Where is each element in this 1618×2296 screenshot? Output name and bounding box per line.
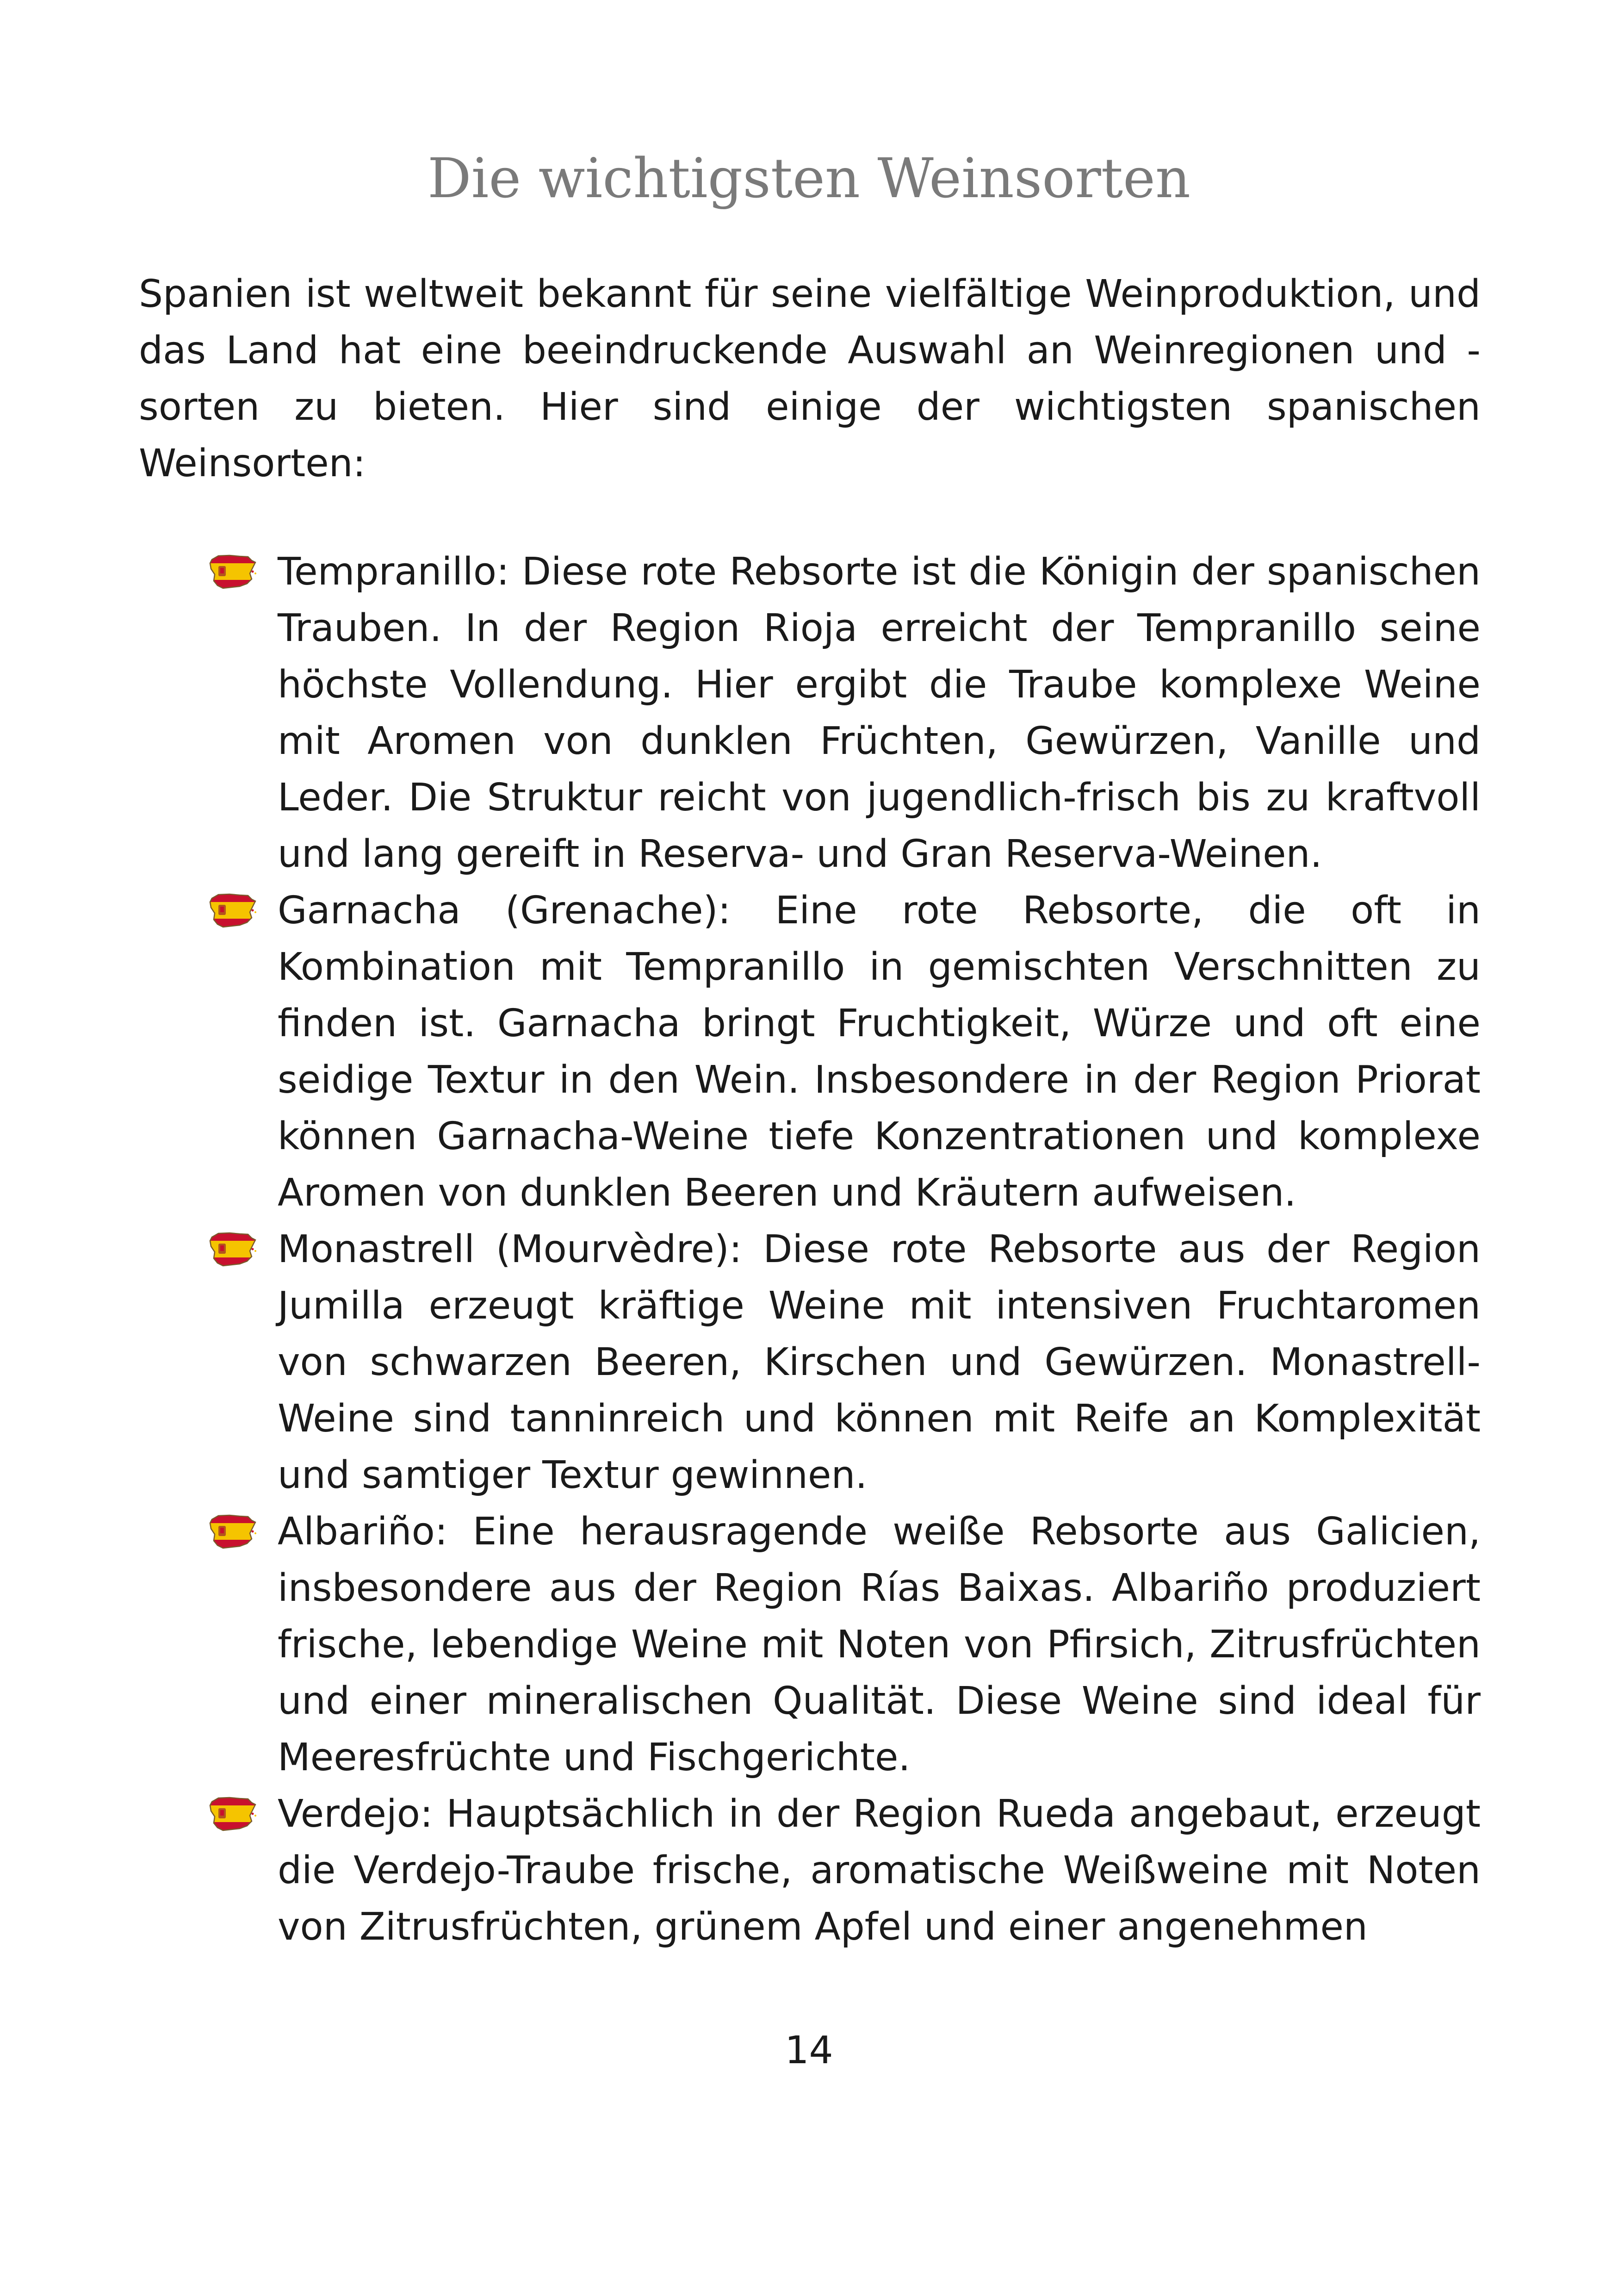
list-item-text: Verdejo: Hauptsächlich in der Region Rueda angebaut, erzeugt die Verdejo-Traube frische, aromatische Weißweine mit Noten von Zitrusfrüchten, grünem Apfel und einer angenehmen bbox=[278, 1792, 1481, 1949]
spain-flag-map-icon bbox=[207, 892, 259, 930]
spain-flag-map-icon bbox=[207, 553, 259, 591]
page-number: 14 bbox=[785, 2028, 833, 2072]
list-item-text: Monastrell (Mourvèdre): Diese rote Rebsorte aus der Region Jumilla erzeugt kräftige Weine mit intensiven Fruchtaromen von schwarzen Beeren, Kirschen und Gewürzen. Monastrell-Weine sind tanninreich und können mit Reife an Komplexität und samtiger Textur gewinnen. bbox=[278, 1227, 1481, 1497]
list-item-text: Tempranillo: Diese rote Rebsorte ist die Königin der spanischen Trauben. In der Region Rioja erreicht der Tempranillo seine höchste Vollendung. Hier ergibt die Traube komplexe Weine mit Aromen von dunklen Früchten, Gewürzen, Vanille und Leder. Die Struktur reicht von jugendlich-frisch bis zu kraftvoll und lang gereift in Reserva- und Gran Reserva-Weinen. bbox=[278, 550, 1481, 876]
list-item bbox=[139, 544, 1481, 883]
grape-variety-list bbox=[139, 544, 1481, 1955]
intro-paragraph: Spanien ist weltweit bekannt für seine vielfältige Weinproduktion, und das Land hat eine beeindruckende Auswahl an Weinregionen und -sorten zu bieten. Hier sind einige der wichtigsten spanischen Weinsorten: bbox=[139, 272, 1481, 485]
page-title: Die wichtigsten Weinsorten bbox=[427, 146, 1190, 210]
list-item bbox=[139, 883, 1481, 1221]
list-item-text: Garnacha (Grenache): Eine rote Rebsorte, die oft in Kombination mit Tempranillo in gemischten Verschnitten zu finden ist. Garnacha bringt Fruchtigkeit, Würze und oft eine seidige Textur in den Wein. Insbesondere in der Region Priorat können Garnacha-Weine tiefe Konzentrationen und komplexe Aromen von dunklen Beeren und Kräutern aufweisen. bbox=[278, 889, 1481, 1215]
list-item bbox=[139, 1504, 1481, 1786]
spain-flag-map-icon bbox=[207, 1795, 259, 1833]
list-item bbox=[139, 1786, 1481, 1955]
list-item-text: Albariño: Eine herausragende weiße Rebsorte aus Galicien, insbesondere aus der Region Rías Baixas. Albariño produziert frische, lebendige Weine mit Noten von Pfirsich, Zitrusfrüchten und einer mineralischen Qualität. Diese Weine sind ideal für Meeresfrüchte und Fischgerichte. bbox=[278, 1510, 1481, 1780]
spain-flag-map-icon bbox=[207, 1231, 259, 1269]
list-item bbox=[139, 1221, 1481, 1504]
spain-flag-map-icon bbox=[207, 1513, 259, 1551]
